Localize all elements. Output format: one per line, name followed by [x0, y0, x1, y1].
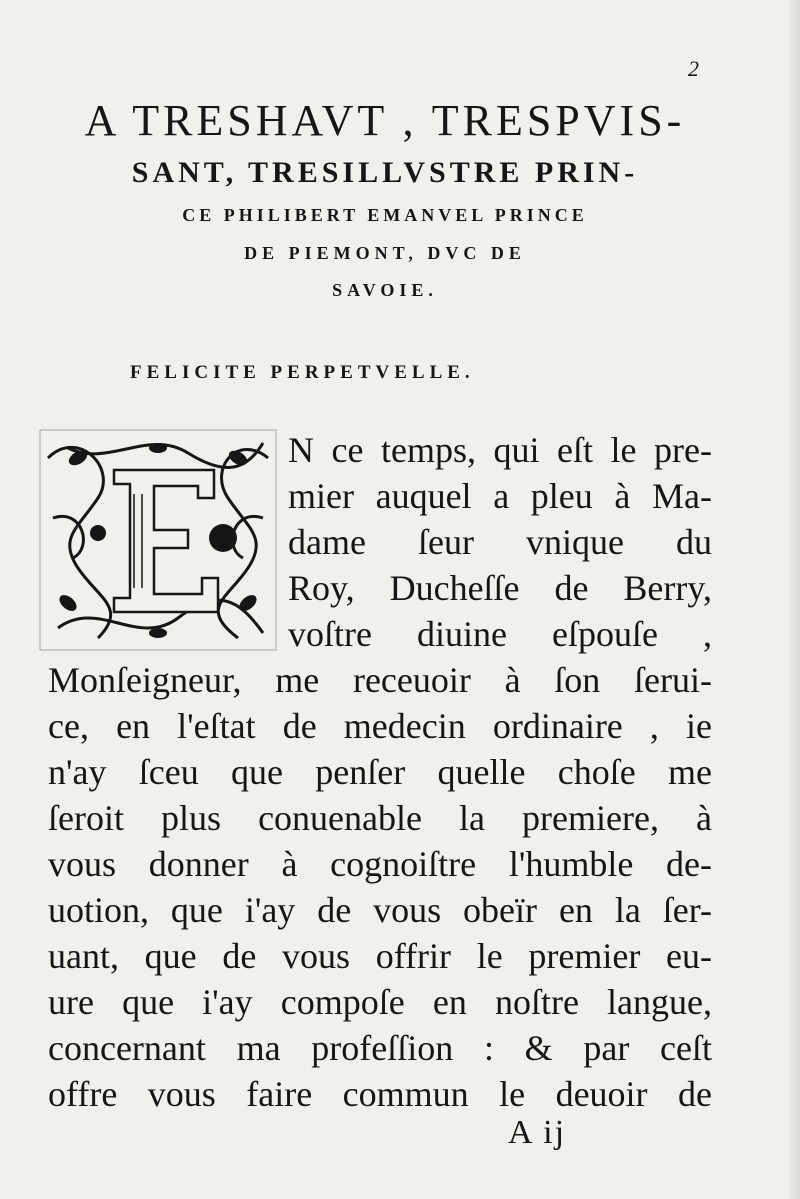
text-line: n'ay ſceu que penſer quelle choſe me	[48, 752, 712, 792]
text-line: uant, que de vous offrir le premier eu-	[48, 936, 712, 976]
text-line: Monſeigneur, me receuoir à ſon ſerui-	[48, 660, 712, 700]
text-line: mier auquel a pleu à Ma-	[288, 476, 712, 516]
text-line: ſeroit plus conuenable la premiere, à	[48, 798, 712, 838]
signature-mark: A ij	[508, 1114, 567, 1151]
text-line: dame ſeur vnique du	[288, 522, 712, 562]
text-line: ure que i'ay compoſe en noſtre langue,	[48, 982, 712, 1022]
text-line: Roy, Ducheſſe de Berry,	[288, 568, 712, 608]
text-line: uotion, que i'ay de vous obeïr en la ſer-	[48, 890, 712, 930]
text-line: N ce temps, qui eſt le pre-	[288, 430, 712, 470]
text-line: vous donner à cognoiſtre l'humble de-	[48, 844, 712, 884]
text-line: ce, en l'eſtat de medecin ordinaire , ie	[48, 706, 712, 746]
text-line: voſtre diuine eſpouſe ,	[288, 614, 712, 654]
page-edge-shadow	[786, 0, 800, 1199]
text-line: offre vous faire commun le deuoir de	[48, 1074, 712, 1114]
page-number: 2	[688, 56, 699, 81]
dedication-heading	[40, 92, 730, 308]
heading-line: CE PHILIBERT EMANVEL PRINCE	[182, 205, 588, 225]
heading-line: DE PIEMONT, DVC DE	[244, 243, 526, 263]
text-line: concernant ma profeſſion : & par ceſt	[48, 1028, 712, 1068]
heading-line: SAVOIE.	[332, 280, 438, 300]
salutation: FELICITE PERPETVELLE.	[130, 362, 475, 383]
body-text	[48, 427, 712, 1117]
heading-line: A TRESHAVT , TRESPVIS-	[84, 96, 686, 145]
heading-line: SANT, TRESILLVSTRE PRIN-	[131, 156, 639, 189]
